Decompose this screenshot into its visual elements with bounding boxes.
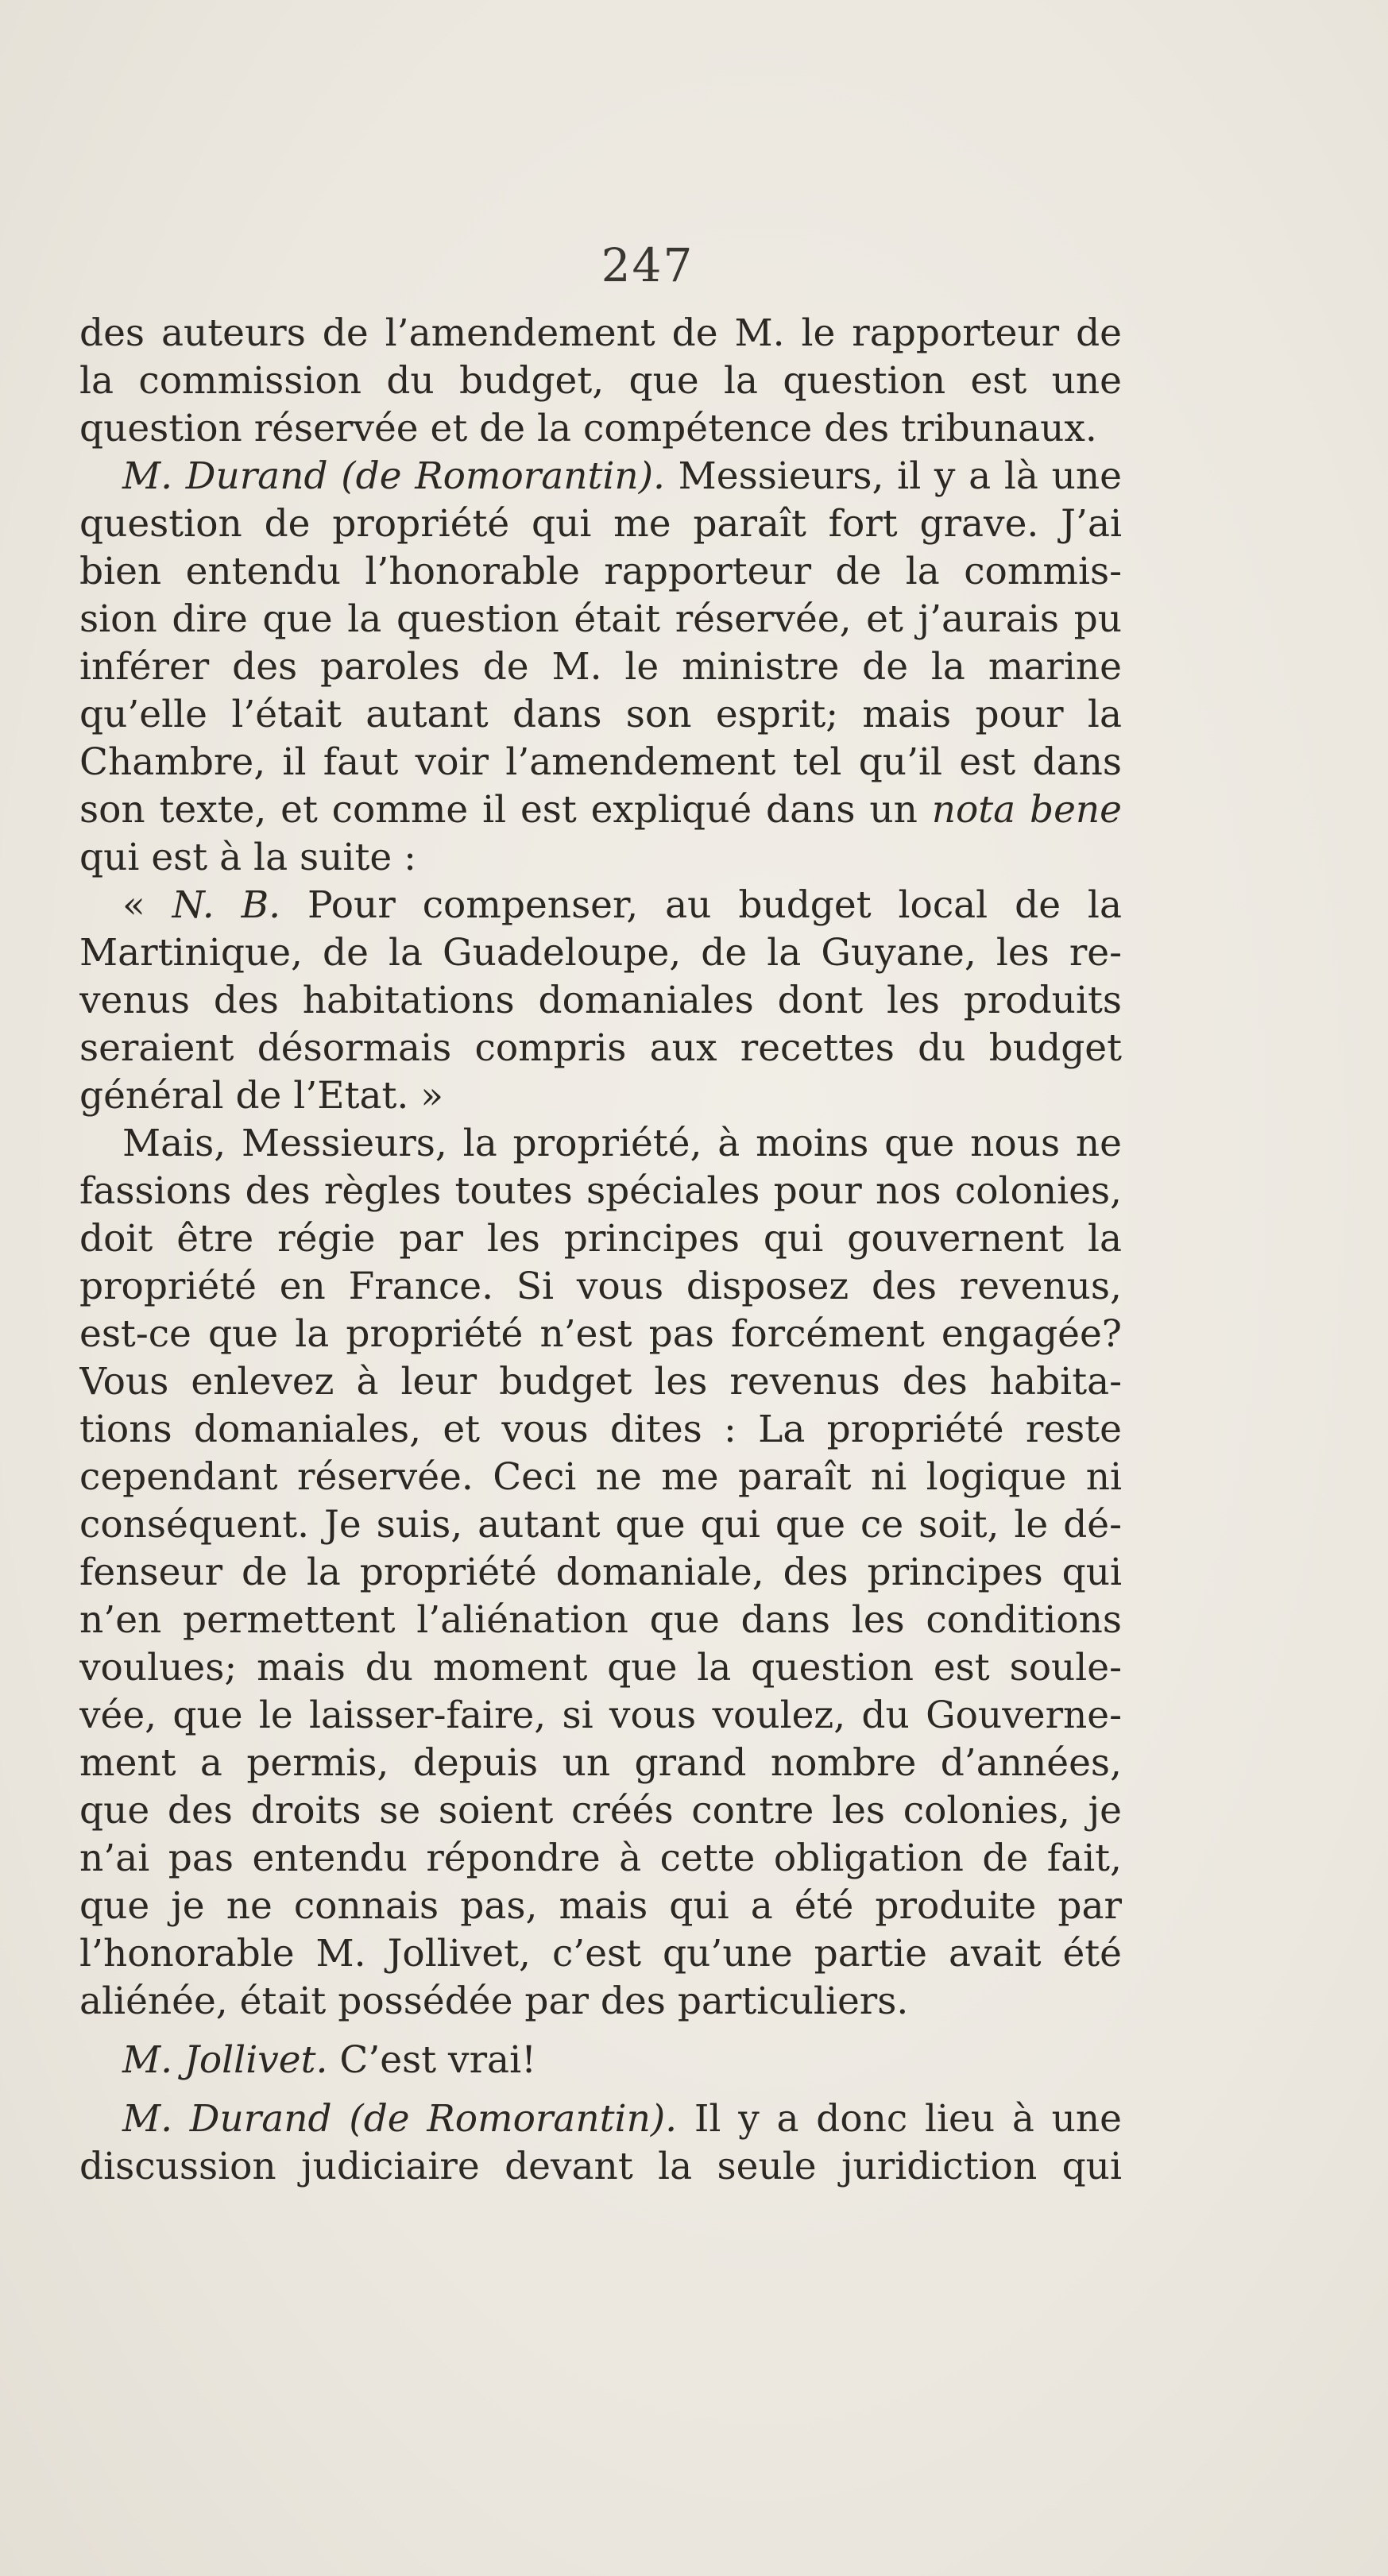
- text-line: n’ai pas entendu répondre à cette obligation de fait,: [79, 1836, 1122, 1880]
- text-line: Vous enlevez à leur budget les revenus des habita-: [79, 1360, 1122, 1404]
- text-line: aliénée, était possédée par des particuliers.: [79, 1979, 909, 2023]
- text-line: fassions des règles toutes spéciales pour nos colonies,: [79, 1169, 1122, 1213]
- speaker-line: [79, 2037, 1122, 2084]
- text-line: sion dire que la question était réservée, et j’aurais pu: [79, 597, 1122, 641]
- text-line: ment a permis, depuis un grand nombre d’années,: [79, 1741, 1122, 1785]
- text-line: seraient désormais compris aux recettes du budget: [79, 1026, 1122, 1070]
- text-line: bien entendu l’honorable rapporteur de la commis-: [79, 550, 1122, 593]
- text-line: que des droits se soient créés contre les colonies, je: [79, 1789, 1122, 1833]
- text-line: Chambre, il faut voir l’amendement tel qu’il est dans: [79, 740, 1122, 784]
- text-line: est-ce que la propriété n’est pas forcément engagée?: [79, 1312, 1122, 1356]
- text-line: qui est à la suite :: [79, 836, 416, 879]
- text-line: propriété en France. Si vous disposez des revenus,: [79, 1265, 1122, 1308]
- text-line: n’en permettent l’aliénation que dans les conditions: [79, 1598, 1122, 1642]
- speaker-place: (de Romorantin).: [341, 454, 665, 498]
- text-line: [79, 786, 1122, 834]
- text-line: question de propriété qui me paraît fort grave. J’ai: [79, 502, 1122, 546]
- paragraph-gap: [79, 2084, 1122, 2095]
- quote-line: [79, 882, 1122, 929]
- text-line: des auteurs de l’amendement de M. le rapporteur de: [79, 311, 1122, 355]
- speech-text: Il y a donc lieu à une: [677, 2097, 1122, 2141]
- speaker-line: [79, 453, 1122, 500]
- text-line: venus des habitations domaniales dont les produits: [79, 979, 1122, 1022]
- text-line: discussion judiciaire devant la seule juridiction qui: [79, 2145, 1122, 2188]
- text-line: Martinique, de la Guadeloupe, de la Guyane, les re-: [79, 931, 1122, 975]
- quote-mark: «: [122, 883, 172, 927]
- text-segment: son texte, et comme il est expliqué dans un: [79, 788, 932, 832]
- speaker-name: M. Jollivet.: [122, 2038, 328, 2082]
- italic-term: nota bene: [931, 788, 1122, 832]
- speech-text: Messieurs, il y a là une: [664, 454, 1122, 498]
- text-line: cependant réservée. Ceci ne me paraît ni logique ni: [79, 1455, 1122, 1499]
- text-line: la commission du budget, que la question est une: [79, 359, 1122, 403]
- text-line: inférer des paroles de M. le ministre de la marine: [79, 645, 1122, 689]
- text-line: tions domaniales, et vous dites : La propriété reste: [79, 1408, 1122, 1451]
- page-number: 247: [601, 238, 694, 292]
- text-line: qu’elle l’était autant dans son esprit; mais pour la: [79, 693, 1122, 736]
- text-line: fenseur de la propriété domaniale, des principes qui: [79, 1551, 1122, 1594]
- text-line: que je ne connais pas, mais qui a été produite par: [79, 1884, 1122, 1928]
- text-line: voulues; mais du moment que la question est soule-: [79, 1646, 1122, 1690]
- text-line: vée, que le laisser-faire, si vous voulez, du Gouverne-: [79, 1694, 1122, 1737]
- text-line: Mais, Messieurs, la propriété, à moins que nous ne: [122, 1122, 1122, 1165]
- text-line: l’honorable M. Jollivet, c’est qu’une partie avait été: [79, 1932, 1122, 1975]
- text-line: question réservée et de la compétence des tribunaux.: [79, 407, 1097, 450]
- speaker-line: [79, 2095, 1122, 2143]
- text-line: doit être régie par les principes qui gouvernent la: [79, 1217, 1122, 1261]
- speaker-place: (de Romorantin).: [349, 2097, 678, 2141]
- speech-text: C’est vrai!: [327, 2038, 536, 2082]
- speaker-name: M. Durand: [122, 2097, 332, 2141]
- text-segment: Pour compenser, au budget local de la: [280, 883, 1122, 927]
- paragraph-gap: [79, 2026, 1122, 2037]
- speaker-name: M. Durand: [122, 454, 328, 498]
- text-line: conséquent. Je suis, autant que qui que ce soit, le dé-: [79, 1503, 1122, 1547]
- body-text: [79, 310, 1122, 2191]
- text-line: général de l’Etat. »: [79, 1074, 443, 1118]
- italic-term: N. B.: [172, 883, 281, 927]
